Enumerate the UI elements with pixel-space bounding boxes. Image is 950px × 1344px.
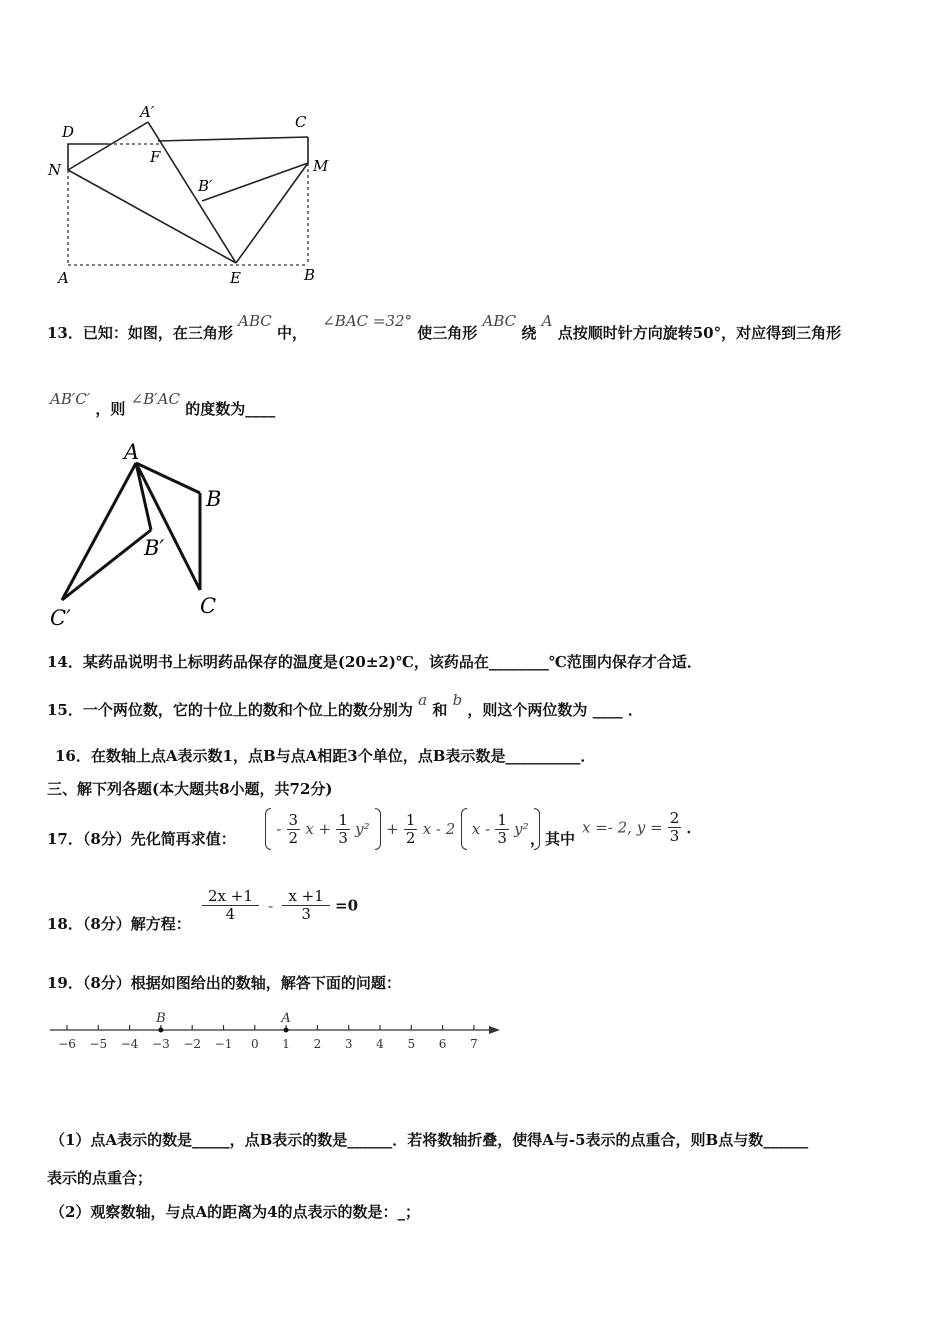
label-A: A: [58, 269, 69, 287]
number-line: [45, 1003, 515, 1058]
number-line-arrow: [489, 1026, 500, 1034]
label-F: F: [150, 148, 161, 166]
question-19-part-1-line2: 表示的点重合；: [47, 1169, 153, 1187]
q17-condition: [582, 810, 702, 845]
edge-N-Aprime: [68, 122, 148, 170]
number-line-tick-label: −1: [214, 1037, 233, 1051]
q17-frac-1-2: $\frac{1}{2}$: [405, 810, 416, 847]
number-line-tick-label: 5: [407, 1037, 416, 1051]
q18-minus: -: [268, 896, 274, 915]
q17-x-minus-2: x - 2: [422, 820, 456, 838]
label-E: E: [230, 269, 241, 287]
number-line-point-B: [158, 1028, 163, 1033]
question-19-part-2: （2）观察数轴，与点A的距离为4的点表示的数是：_；: [50, 1203, 421, 1221]
number-line-tick-label: 7: [470, 1037, 478, 1051]
number-line-tick-label: −2: [183, 1037, 202, 1051]
q13-text-4: 绕: [521, 324, 537, 342]
figure-rotated-triangles: [40, 435, 240, 635]
number-line-tick-label: −6: [58, 1037, 76, 1051]
edge-A-B: [136, 463, 200, 493]
question-14: 14．某药品说明书上标明药品保存的温度是(20±2)℃，该药品在________℃范围内保存才合适．: [47, 653, 702, 671]
q13-text-3: 使三角形: [417, 324, 478, 342]
number-line-tick-label: 2: [313, 1037, 322, 1051]
q17-frac-1-3: $\frac{1}{3}$: [338, 810, 348, 847]
q18-frac-2: $\frac{x +1}{3}$: [282, 888, 329, 923]
q17-y-squared-b: y²: [514, 820, 529, 838]
edge-M-E: [236, 163, 308, 263]
q17-y-squared: y²: [355, 820, 370, 838]
number-line-point-A: [284, 1028, 289, 1033]
label-B: B: [206, 487, 222, 511]
number-line-tick-label: 1: [282, 1037, 290, 1051]
q15-text-post: ，则这个两位数为 ____ ．: [467, 701, 643, 719]
q13-math-A: A: [541, 312, 553, 330]
paren-open-2: [461, 808, 467, 850]
q13-math-angle-BAC: ∠BAC =32°: [322, 312, 413, 330]
q13-math-angle-BprimeAC: ∠B′AC: [130, 390, 180, 408]
label-Cprime: C′: [50, 606, 71, 630]
number-line-tick-label: 6: [438, 1037, 447, 1051]
q13-math-ABprimeCprime: AB′C′: [50, 390, 91, 408]
paren-close-1: [375, 808, 381, 850]
q17-cond-xy: x =- 2, y =: [582, 818, 663, 837]
q13-text-6: ，则: [95, 400, 126, 418]
paren-open-1: [265, 808, 271, 850]
q13-text-5: 点按顺时针方向旋转50°，对应得到三角形: [557, 324, 842, 342]
edge-Bprime-A: [136, 463, 151, 530]
number-line-tick-label: 3: [344, 1037, 353, 1051]
label-M: M: [313, 157, 329, 175]
q15-math-a: a: [418, 691, 428, 709]
q17-minus: -: [276, 820, 282, 838]
q17-expression: [265, 808, 540, 854]
edge-A-Cprime: [62, 463, 136, 600]
q15-text-mid: 和: [432, 701, 448, 719]
q17-x-minus: x -: [471, 820, 491, 838]
label-N: N: [48, 161, 62, 179]
question-15: [47, 691, 643, 720]
label-B: B: [304, 266, 316, 284]
label-A: A: [124, 440, 140, 464]
number-line-point-label: B: [156, 1011, 166, 1026]
edge-Aprime-E: [148, 122, 236, 263]
q18-text-pre: 18．（8分）解方程：: [47, 915, 191, 933]
q17-frac-1-3-b: $\frac{1}{3}$: [497, 810, 507, 847]
q13-text-7: 的度数为____: [185, 400, 276, 418]
question-19-part-1-line1: （1）点A表示的数是_____，点B表示的数是______．若将数轴折叠，使得A与-5表示的点重合，则B点与数______: [50, 1131, 809, 1149]
number-line-point-label: A: [281, 1011, 291, 1026]
label-C: C: [295, 113, 307, 131]
q17-x-plus: x +: [305, 820, 332, 838]
q18-equation: [202, 888, 358, 923]
q17-text-mid: ，其中: [530, 830, 576, 848]
label-C: C: [200, 594, 217, 618]
q17-frac-2-3: $\frac{2}{3}$: [669, 809, 680, 845]
q17-end: ．: [686, 818, 702, 837]
q13-math-ABC: ABC: [238, 312, 272, 330]
question-16: 16．在数轴上点A表示数1，点B与点A相距3个单位，点B表示数是__________．: [55, 747, 596, 765]
question-19: 19．（8分）根据如图给出的数轴，解答下面的问题：: [47, 974, 401, 992]
q17-plus: +: [386, 820, 399, 838]
q13-text-1: 13．已知：如图，在三角形: [47, 324, 233, 342]
q15-text-pre: 15．一个两位数，它的十位上的数和个位上的数分别为: [47, 701, 413, 719]
label-Bprime: B′: [198, 177, 213, 195]
edge-F-C: [158, 137, 308, 141]
number-line-tick-label: 0: [250, 1037, 259, 1051]
q17-text-pre: 17．（8分）先化简再求值：: [47, 830, 236, 848]
question-13-line2: [50, 390, 276, 419]
q17-frac-3-2: $\frac{3}{2}$: [288, 810, 299, 847]
edge-Bprime-M: [202, 163, 308, 201]
number-line-tick-label: −5: [89, 1037, 108, 1051]
q13-text-2: 中，: [276, 324, 307, 342]
q15-math-b: b: [452, 691, 463, 709]
figure-folded-rectangle: [40, 95, 350, 290]
number-line-tick-label: 4: [376, 1037, 384, 1051]
label-Bprime: B′: [144, 536, 165, 560]
edge-C-A: [136, 463, 200, 590]
q18-frac-1: $\frac{2x +1}{4}$: [202, 888, 259, 923]
section-3-title: 三、解下列各题(本大题共8小题，共72分): [47, 780, 333, 798]
number-line-tick-label: −4: [120, 1037, 139, 1051]
question-13-line1: [47, 312, 842, 343]
label-Aprime: A′: [140, 103, 155, 121]
edge-Cprime-Bprime: [62, 530, 151, 600]
q13-math-ABC-2: ABC: [482, 312, 517, 330]
label-D: D: [62, 123, 75, 141]
q18-text-post: =0: [335, 896, 359, 915]
number-line-tick-label: −3: [152, 1037, 170, 1051]
